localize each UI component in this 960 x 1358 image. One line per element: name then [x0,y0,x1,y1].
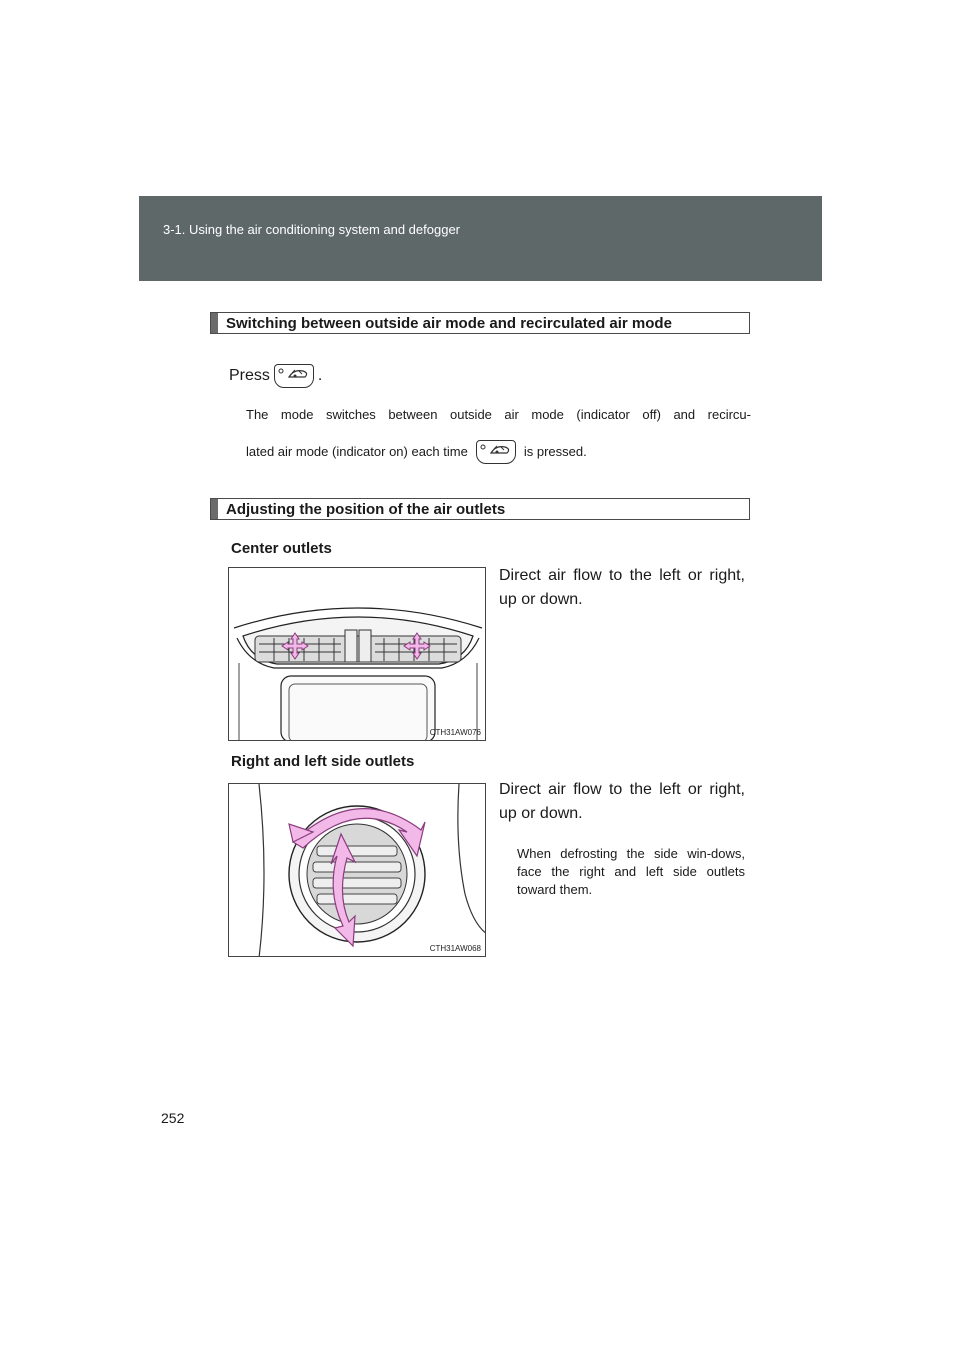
mode-note-pre: lated air mode (indicator on) each time [246,444,468,459]
side-outlets-text-line-1: Direct air flow to the left or right, [499,781,745,798]
figure-code: CTH31AW068 [429,944,481,953]
mode-note-line-2 [246,440,587,464]
mode-note-post: is pressed. [523,444,587,459]
side-outlets-heading: Right and left side outlets [231,753,415,770]
side-outlets-text-line-2: up or down. [499,805,583,822]
page-number: 252 [161,1110,185,1126]
press-period: . [317,367,323,384]
section-marker [211,499,218,519]
press-label: Press [229,367,270,384]
section-title: Switching between outside air mode and recirculated air mode [226,315,672,332]
section-marker [211,313,218,333]
center-outlets-text [499,564,745,612]
section-title: Adjusting the position of the air outlets [226,501,506,518]
chapter-title: 3-1. Using the air conditioning system and defogger [163,222,461,237]
side-outlets-illustration [229,784,486,957]
side-outlets-text [499,778,745,826]
side-outlets-figure [228,783,486,957]
mode-note-line-1: The mode switches between outside air mode (indicator off) and recircu- [246,407,751,422]
center-outlets-illustration [229,568,486,741]
figure-code: CTH31AW076 [429,728,481,737]
recirculate-air-button-icon [274,364,314,388]
recirculate-air-button-icon [476,440,516,464]
center-outlets-text-line-1: Direct air flow to the left or right, [499,567,745,584]
section-title-bar-air-mode [210,312,750,334]
center-outlets-figure [228,567,486,741]
section-title-bar-air-outlets [210,498,750,520]
center-outlets-heading: Center outlets [231,540,332,557]
defrost-note: When defrosting the side win-dows, face the right and left side outlets toward them. [517,846,745,897]
chapter-header [139,196,822,281]
press-instruction [229,364,322,388]
center-outlets-text-line-2: up or down. [499,591,583,608]
